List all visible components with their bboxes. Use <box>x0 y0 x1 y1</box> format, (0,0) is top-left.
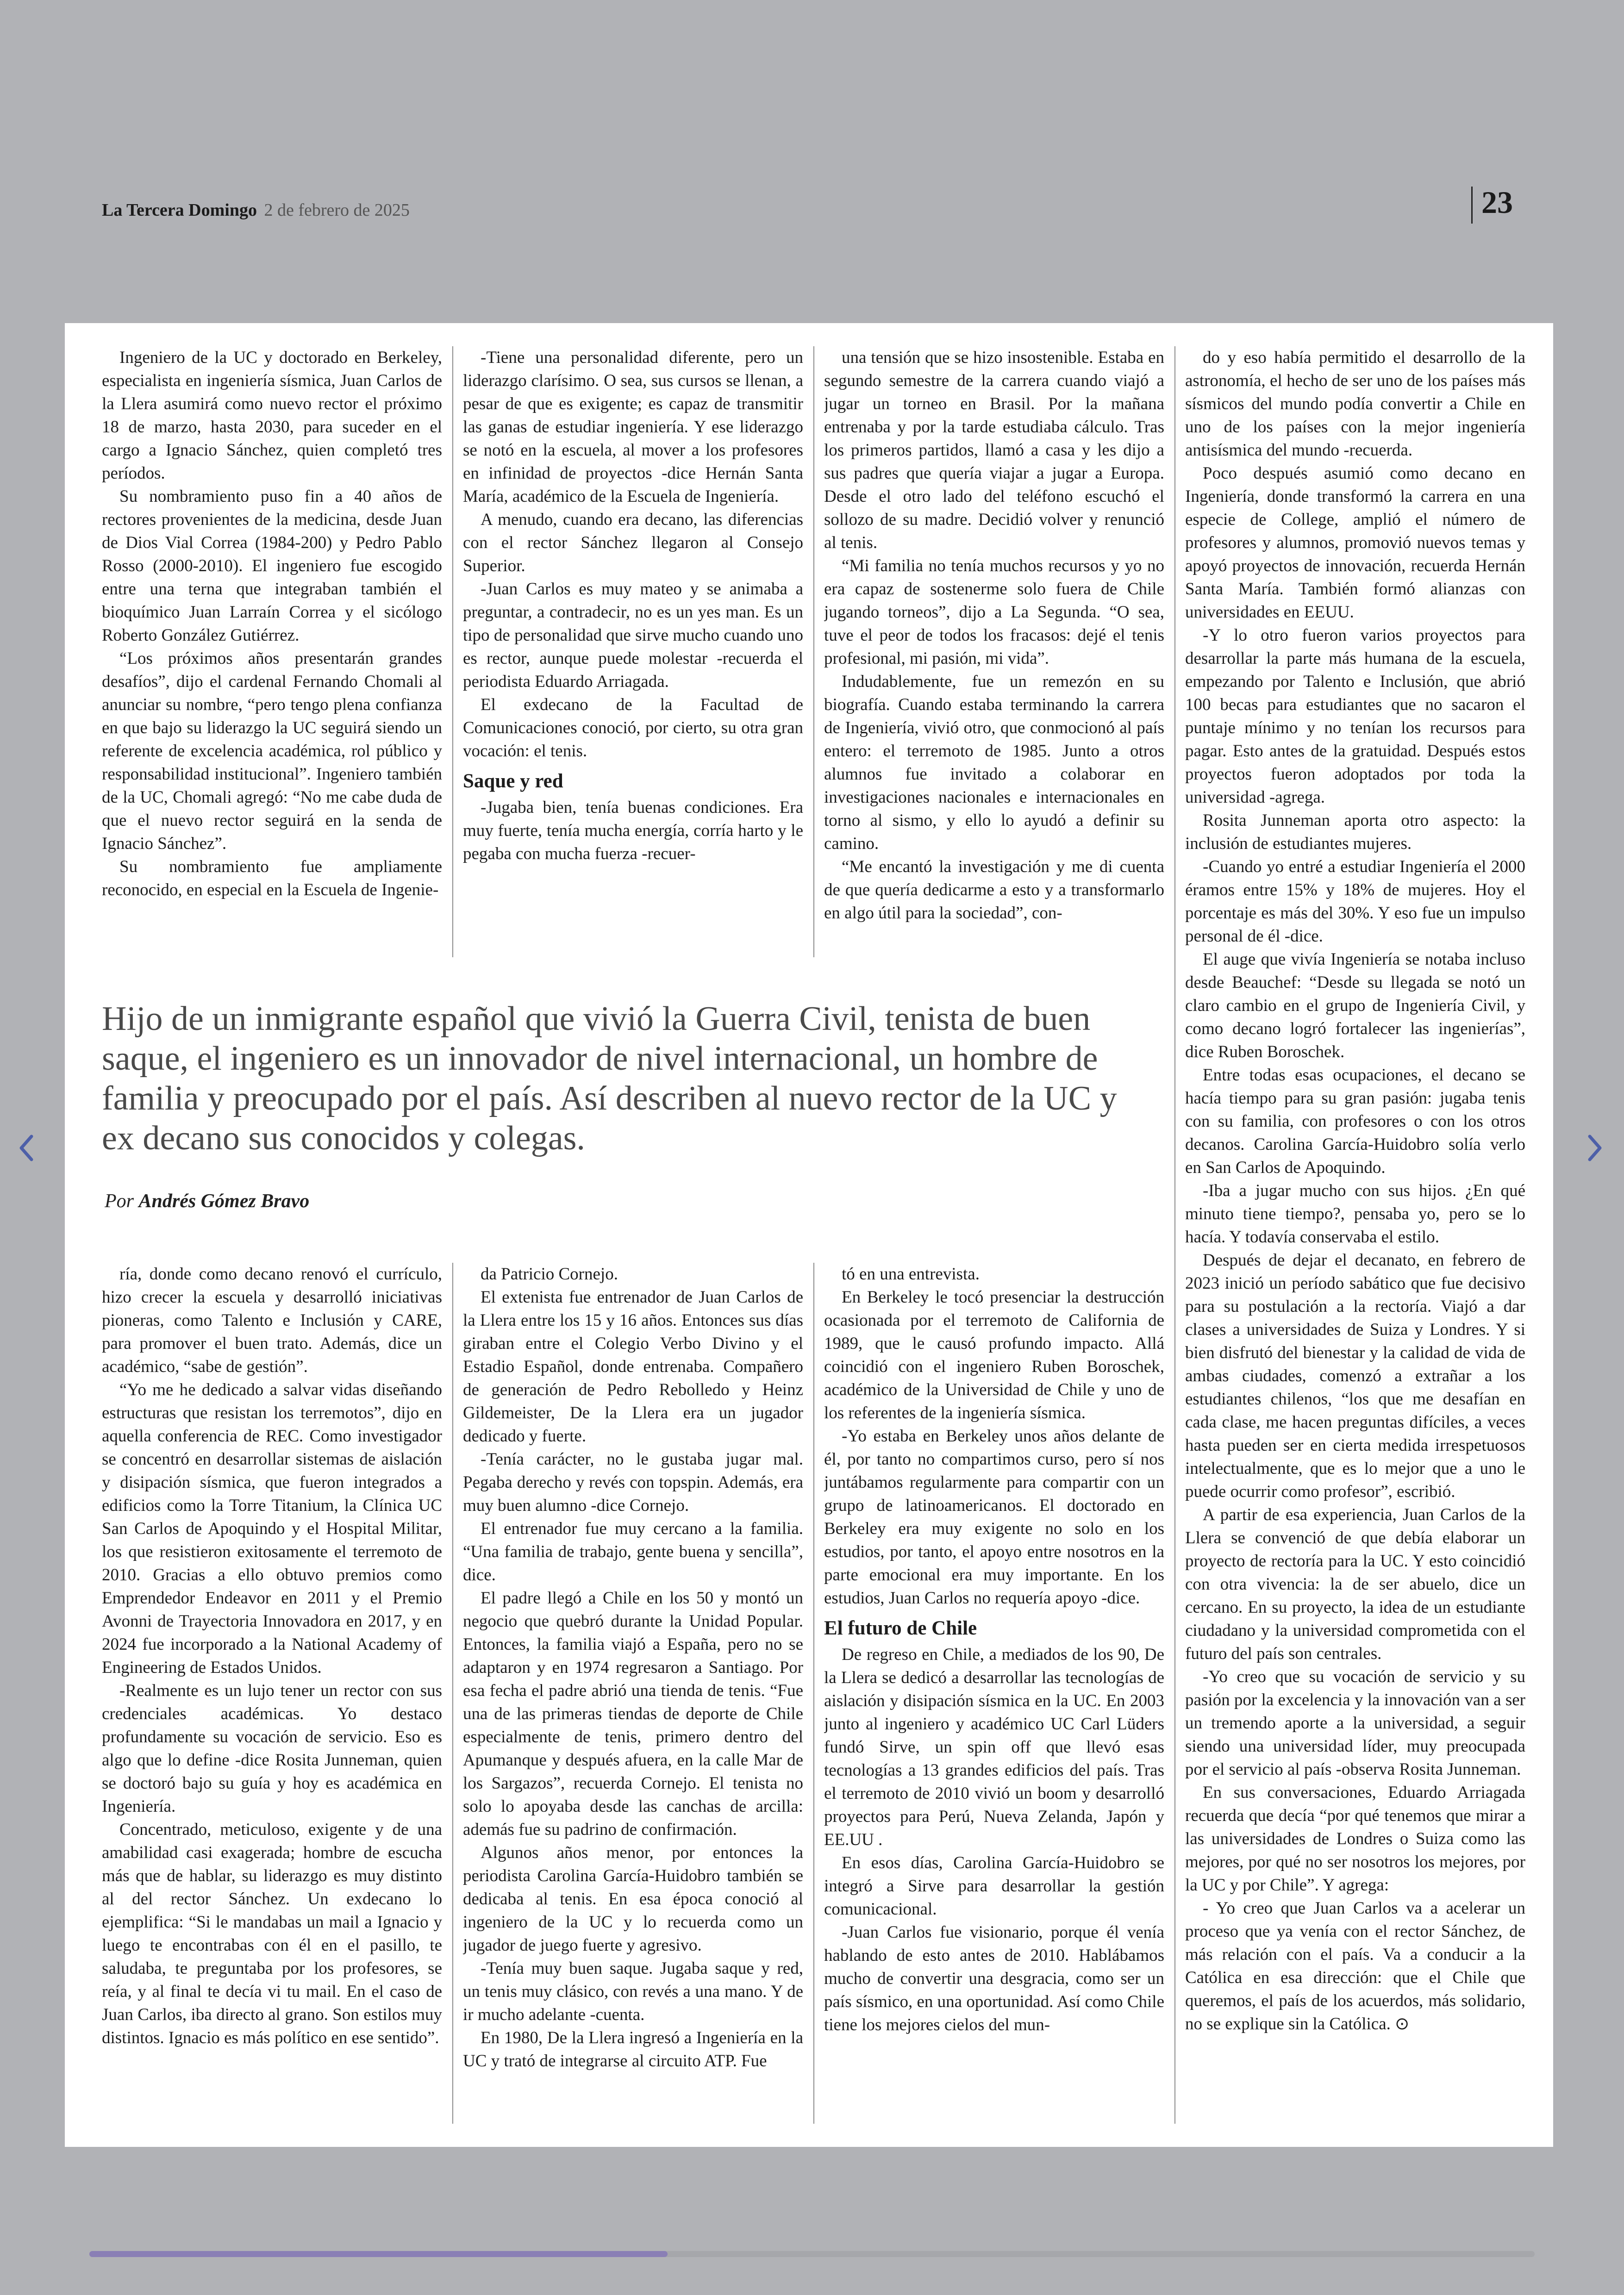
paragraph: -Juan Carlos es muy mateo y se animaba a preguntar, a contradecir, no es un yes man. Es un tipo de personalidad que sirve mucho cuando uno es rector, aunque puede molestar -recuerda el periodista Eduardo Arriagada. <box>463 580 803 691</box>
paragraph-group <box>463 1263 803 2073</box>
byline <box>105 1190 309 1212</box>
paragraph: En sus conversaciones, Eduardo Arriagada recuerda que decía “por qué tenemos que mirar a las universidades de Londres o Suiza como las mejores, por qué no ser nosotros los mejores, por la UC y por Chile”. Y agrega: <box>1185 1783 1525 1895</box>
paragraph: tó en una entrevista. <box>842 1265 980 1284</box>
paragraph: do y eso había permitido el desarrollo de la astronomía, el hecho de ser uno de los países más sísmicos del mundo podía convertir a Chile en uno de los países con la mejor ingeniería antisísmica del mundo -recuerda. <box>1185 348 1525 460</box>
paragraph-group <box>463 796 803 866</box>
paragraph: -Realmente es un lujo tener un rector con sus credenciales académicas. Yo destaco profundamente su vocación de servicio. Eso es algo que lo define -dice Rosita Junneman, quien se doctoró bajo su guía y hoy es académica en Ingeniería. <box>102 1681 442 1816</box>
paragraph: - Yo creo que Juan Carlos va a acelerar un proceso que ya venía con el rector Sánchez, de más relación con el país. Va a conducir a la Católica en esa dirección: que el Chile que queremos, el país de los acuerdos, más solidario, no se explique sin la Católica. ⊙ <box>1185 1899 1525 2033</box>
article-lede: Hijo de un inmigrante español que vivió la Guerra Civil, tenista de buen saque, el ingeniero es un innovador de nivel internacional, un hombre de familia y preocupado por el país. Así describen al nuevo rector de la UC y ex decano sus conocidos y colegas. <box>102 1000 1117 1157</box>
paragraph: Ingeniero de la UC y doctorado en Berkeley, especialista en ingeniería sísmica, Juan Carlos de la Llera asumirá como nuevo rector el próximo 18 de marzo, hasta 2030, para suceder en el cargo a Ignacio Sánchez, quien completó tres períodos. <box>102 348 442 483</box>
paragraph-group <box>102 1263 442 2050</box>
paragraph: Después de dejar el decanato, en febrero de 2023 inició un período sabático que fue decisivo para su postulación a la rectoría. Viajó a dar clases a universidades de Suiza y Londres. Y si bien disfrutó del bienestar y la calidad de vida de ambas ciudades, comenzó a extrañar a los estudiantes chilenos, “los que me desafían en cada clase, me hacen preguntas difíciles, a veces hasta pueden ser en cierta medida irrespetuosos intelectualmente, que es lo mejor que a uno le puede ocurrir como profesor”, escribió. <box>1185 1251 1525 1501</box>
newspaper-page <box>65 323 1553 2147</box>
paragraph: En 1980, De la Llera ingresó a Ingeniería en la UC y trató de integrarse al circuito ATP. Fue <box>463 2028 803 2070</box>
paragraph-group <box>1185 346 1525 2036</box>
publication-name: La Tercera Domingo <box>102 200 257 220</box>
byline-prefix: Por <box>105 1191 134 1212</box>
byline-author: Andrés Gómez Bravo <box>138 1191 310 1212</box>
column-3-top <box>824 346 1164 957</box>
paragraph: En Berkeley le tocó presenciar la destrucción ocasionada por el terremoto de California de 1989, que le causó profundo impacto. Allá coincidió con el ingeniero Ruben Boroschek, académico de la Universidad de Chile y uno de los referentes de la ingeniería sísmica. <box>824 1288 1164 1422</box>
paragraph: una tensión que se hizo insostenible. Estaba en segundo semestre de la carrera cuando viajó a jugar un torneo en Brasil. Por la mañana entrenaba y por la tarde estudiaba cálculo. Tras los primeros partidos, llamó a casa y les dijo a sus padres que quería viajar a jugar a Europa. Desde el otro lado del teléfono escuchó el sollozo de su madre. Decidió volver y renunció al tenis. <box>824 348 1164 552</box>
paragraph: “Los próximos años presentarán grandes desafíos”, dijo el cardenal Fernando Chomali al anunciar su nombre, “pero tengo plena confianza en que bajo su liderazgo la UC seguirá siendo un referente de excelencia académica, rol público y responsabilidad institucional”. Ingeniero también de la UC, Chomali agregó: “No me cabe duda de que el nuevo rector seguirá en la senda de Ignacio Sánchez”. <box>102 649 442 853</box>
paragraph: En esos días, Carolina García-Huidobro se integró a Sirve para desarrollar la gestión comunicacional. <box>824 1853 1164 1919</box>
paragraph: El padre llegó a Chile en los 50 y montó un negocio que quebró durante la Unidad Popular. Entonces, la familia viajó a España, pero no se adaptaron y en 1974 regresaron a Santiago. Por esa fecha el padre abrió una tienda de tenis. “Fue una de las primeras tiendas de deporte de Chile especialmente de tenis, primero dentro del Apumanque y después afuera, en la calle Mar de los Sargazos”, recuerda Cornejo. El tenista no solo lo apoyaba desde las canchas de arcilla: además fue su padrino de confirmación. <box>463 1589 803 1839</box>
paragraph: El extenista fue entrenador de Juan Carlos de la Llera entre los 15 y 16 años. Entonces sus días giraban entre el Colegio Verbo Divino y el Estadio Español, donde entrenaba. Compañero de generación de Pedro Rebolledo y Heinz Gildemeister, De la Llera era un jugador dedicado y fuerte. <box>463 1288 803 1446</box>
column-rule <box>452 346 453 957</box>
paragraph-group <box>102 346 442 902</box>
paragraph: -Yo estaba en Berkeley unos años delante de él, por tanto no compartimos curso, pero sí nos juntábamos regularmente para compartir con un grupo de latinoamericanos. El doctorado en Berkeley era muy exigente no solo en los estudios, por tanto, el apoyo entre nosotros en la parte emocional era muy importante. En los estudios, Juan Carlos no requería apoyo -dice. <box>824 1427 1164 1608</box>
paragraph-group <box>824 346 1164 925</box>
paragraph: -Y lo otro fueron varios proyectos para desarrollar la parte más humana de la escuela, empezando por Talento e Inclusión, que abrió 100 becas para estudiantes que no sacaron el puntaje mínimo y no tenían los recursos para pagar. Esto antes de la gratuidad. Después estos proyectos fueron adoptados por toda la universidad -agrega. <box>1185 626 1525 807</box>
paragraph: Entre todas esas ocupaciones, el decano se hacía tiempo para su gran pasión: jugaba tenis con su familia, con profesores o con los otros decanos. Carolina García-Huidobro solía verlo en San Carlos de Apoquindo. <box>1185 1066 1525 1177</box>
column-1-bottom <box>102 1263 442 2124</box>
previous-page-button[interactable] <box>16 1132 37 1164</box>
reading-progress-fill <box>89 2251 668 2257</box>
paragraph: “Yo me he dedicado a salvar vidas diseñando estructuras que resistan los terremotos”, dijo en aquella conferencia de REC. Como investigador se concentró en desarrollar sistemas de aislación y disipación sísmica, que fueron integrados a edificios como la Torre Titanium, la Clínica UC San Carlos de Apoquindo y el Hospital Militar, los que resistieron exitosamente el terremoto de 2010. Gracias a ello obtuvo premios como Emprendedor Endeavor en 2011 y el Premio Avonni de Trayectoria Innovadora en 2017, y en 2024 fue incorporado a la National Academy of Engineering de Estados Unidos. <box>102 1380 442 1677</box>
column-2-top <box>463 346 803 957</box>
paragraph: Concentrado, meticuloso, exigente y de una amabilidad casi exagerada; hombre de escucha más que de hablar, su liderazgo es muy distinto al del rector Sánchez. Un exdecano lo ejemplifica: “Si le mandabas un mail a Ignacio y luego te encontrabas con él en el pasillo, te saludaba, te preguntaba por los profesores, se reía, y al final te decía vi tu mail. En el caso de Juan Carlos, iba directo al grano. Son estilos muy distintos. Ignacio es más político en ese sentido”. <box>102 1820 442 2047</box>
page-number: 23 <box>1481 185 1513 220</box>
paragraph: ría, donde como decano renovó el currículo, hizo crecer la escuela y desarrolló iniciativas pioneras, como Talento e Inclusión y CARE, para promover el buen trato. Además, dice un académico, “sabe de gestión”. <box>102 1265 442 1376</box>
paragraph: da Patricio Cornejo. <box>481 1265 618 1284</box>
page-number-divider <box>1471 187 1473 224</box>
paragraph: Su nombramiento fue ampliamente reconocido, en especial en la Escuela de Ingenie- <box>102 857 442 899</box>
subheading-saque-y-red: Saque y red <box>463 770 563 792</box>
paragraph: De regreso en Chile, a mediados de los 90, De la Llera se dedicó a desarrollar las tecnologías de aislación y disipación sísmica en la UC. En 2003 junto al ingeniero y académico UC Carl Lüders fundó Sirve, un spin off que llevó esas tecnologías a 13 grandes edificios del país. Tras el terremoto de 2010 vivió un boom y desarrolló proyectos para Perú, Nueva Zelanda, Japón y EE.UU . <box>824 1645 1164 1849</box>
column-4 <box>1185 346 1525 2124</box>
paragraph: -Juan Carlos fue visionario, porque él venía hablando de esto antes de 2010. Hablábamos mucho de convertir una desgracia, como ser un país sísmico, en una oportunidad. Así como Chile tiene los mejores cielos del mun- <box>824 1923 1164 2034</box>
paragraph: -Yo creo que su vocación de servicio y su pasión por la excelencia y la innovación van a ser un tremendo aporte a la universidad, a seguir siendo una universidad líder, muy preocupada por el servicio al país -observa Rosita Junneman. <box>1185 1667 1525 1779</box>
column-2-bottom <box>463 1263 803 2124</box>
paragraph: El exdecano de la Facultad de Comunicaciones conoció, por cierto, su otra gran vocación: el tenis. <box>463 695 803 761</box>
paragraph: -Tiene una personalidad diferente, pero un liderazgo clarísimo. O sea, sus cursos se llenan, a pesar de que es exigente; es capaz de transmitir las ganas de estudiar ingeniería. Y ese liderazgo se notó en la escuela, al mover a los profesores en infinidad de proyectos -dice Hernán Santa María, académico de la Escuela de Ingeniería. <box>463 348 803 506</box>
chevron-left-icon <box>16 1132 37 1164</box>
issue-date: 2 de febrero de 2025 <box>264 200 410 220</box>
paragraph: Indudablemente, fue un remezón en su biografía. Cuando estaba terminando la carrera de Ingeniería, vivió otro, que conmocionó al país entero: el terremoto de 1985. Junto a otros alumnos fue invitado a colaborar en investigaciones nacionales e internacionales en torno al sismo, y ello lo ayudó a definir su camino. <box>824 672 1164 853</box>
column-1-top <box>102 346 442 957</box>
paragraph-group <box>824 1643 1164 2037</box>
paragraph-group <box>463 346 803 763</box>
paragraph: -Tenía carácter, no le gustaba jugar mal. Pegaba derecho y revés con topspin. Además, era muy buen alumno -dice Cornejo. <box>463 1450 803 1515</box>
paragraph: “Mi familia no tenía muchos recursos y yo no era capaz de sostenerme solo fuera de Chile jugando torneos”, dijo a La Segunda. “O sea, tuve el peor de todos los fracasos: dejé el tenis profesional, mi pasión, mi vida”. <box>824 556 1164 668</box>
paragraph: Poco después asumió como decano en Ingeniería, donde transformó la carrera en una especie de College, amplió el número de profesores y alumnos, promovió nuevos temas y apoyó proyectos de innovación, recuerda Hernán Santa María. También formó alianzas con universidades en EEUU. <box>1185 464 1525 622</box>
paragraph-group <box>824 1263 1164 1610</box>
column-rule <box>452 1263 453 2124</box>
column-rule <box>813 346 814 957</box>
paragraph: El auge que vivía Ingeniería se notaba incluso desde Beauchef: “Desde su llegada se notó un claro cambio en el grupo de Ingeniería Civil, y como decano logró fortalecer las ingenierías”, dice Ruben Boroschek. <box>1185 950 1525 1061</box>
paragraph: -Jugaba bien, tenía buenas condiciones. Era muy fuerte, tenía mucha energía, corría harto y le pegaba con mucha fuerza -recuer- <box>463 798 803 863</box>
subheading-el-futuro-de-chile: El futuro de Chile <box>824 1617 977 1639</box>
paragraph: -Cuando yo entré a estudiar Ingeniería el 2000 éramos entre 15% y 18% de mujeres. Hoy el porcentaje es más del 30%. Y eso fue un impulso personal de él -dice. <box>1185 857 1525 946</box>
paragraph: -Tenía muy buen saque. Jugaba saque y red, un tenis muy clásico, con revés a una mano. Y de ir mucho adelante -cuenta. <box>463 1959 803 2024</box>
paragraph: Rosita Junneman aporta otro aspecto: la inclusión de estudiantes mujeres. <box>1185 811 1525 853</box>
column-rule <box>813 1263 814 2124</box>
reading-progress-bar[interactable] <box>89 2251 1535 2257</box>
paragraph: Su nombramiento puso fin a 40 años de rectores provenientes de la medicina, desde Juan de Dios Vial Correa (1984-200) y Pedro Pablo Rosso (2000-2010). El ingeniero fue escogido entre una terna que integraban también el bioquímico Juan Larraín Correa y el sicólogo Roberto González Gutiérrez. <box>102 487 442 645</box>
paragraph: A partir de esa experiencia, Juan Carlos de la Llera se convenció de que debía elaborar un proyecto de rectoría para la UC. Y esto coincidió con otra vivencia: la de ser abuelo, dice un cercano. En su proyecto, la idea de un estudiante ciudadano y la universidad comprometida con el futuro del país son centrales. <box>1185 1505 1525 1663</box>
next-page-button[interactable] <box>1584 1132 1605 1164</box>
paragraph: A menudo, cuando era decano, las diferencias con el rector Sánchez llegaron al Consejo Superior. <box>463 510 803 575</box>
chevron-right-icon <box>1584 1132 1605 1164</box>
paragraph: El entrenador fue muy cercano a la familia. “Una familia de trabajo, gente buena y sencilla”, dice. <box>463 1519 803 1584</box>
paragraph: “Me encantó la investigación y me di cuenta de que quería dedicarme a esto y a transformarlo en algo útil para la sociedad”, con- <box>824 857 1164 923</box>
paragraph: -Iba a jugar mucho con sus hijos. ¿En qué minuto tiene tiempo?, pensaba yo, pero se lo hacía. Y todavía conservaba el estilo. <box>1185 1181 1525 1247</box>
column-rule <box>1174 346 1175 2124</box>
column-3-bottom <box>824 1263 1164 2124</box>
paragraph: Algunos años menor, por entonces la periodista Carolina García-Huidobro también se dedicaba al tenis. En esa época conoció al ingeniero de la UC y lo recuerda como un jugador de juego fuerte y agresivo. <box>463 1843 803 1955</box>
masthead <box>102 200 410 220</box>
